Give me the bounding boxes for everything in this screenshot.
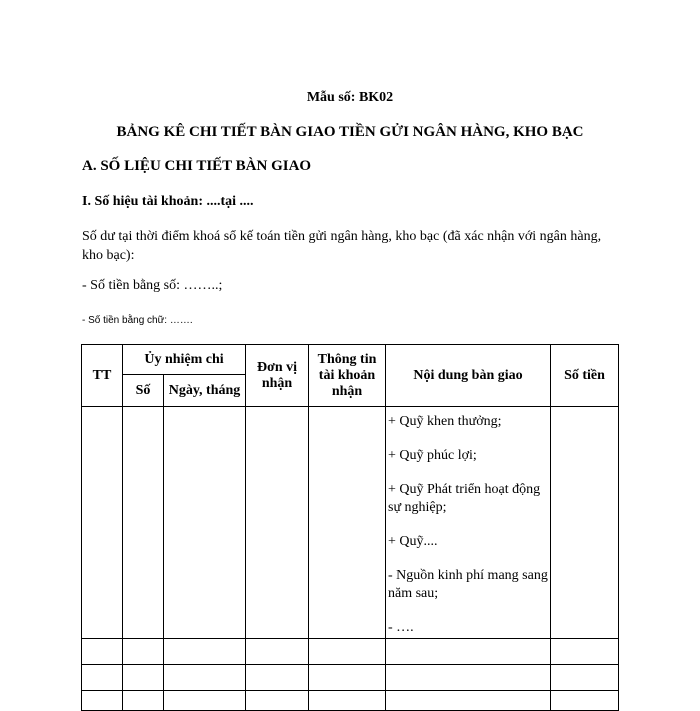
table-cell [309, 639, 386, 665]
table-cell [82, 639, 123, 665]
header-so: Số [123, 375, 164, 407]
content-cell [386, 407, 551, 639]
section-i-heading: I. Số hiệu tài khoản: ....tại .... [82, 194, 254, 209]
content-item: - …. [388, 620, 414, 635]
table-cell [386, 639, 551, 665]
content-item: + Quỹ phúc lợi; [388, 448, 477, 463]
table-cell [309, 407, 386, 639]
table-cell [551, 639, 619, 665]
table-row [82, 691, 619, 711]
table-cell [164, 407, 246, 639]
table-cell [123, 407, 164, 639]
table-cell [309, 691, 386, 711]
amount-in-words: - Số tiền bằng chữ: ……. [82, 315, 193, 326]
table-cell [551, 407, 619, 639]
table-row [82, 407, 619, 639]
intro-paragraph: Số dư tại thời điểm khoá sổ kế toán tiền gửi ngân hàng, kho bạc (đã xác nhận với ngân hàng, kho bạc): [82, 229, 602, 263]
table-cell [82, 691, 123, 711]
content-item: + Quỹ khen thưởng; [388, 414, 502, 429]
table-cell [246, 665, 309, 691]
header-ngay-thang: Ngày, tháng [164, 375, 246, 407]
table-cell [246, 639, 309, 665]
table-cell [123, 691, 164, 711]
table-row [82, 639, 619, 665]
form-code: Mẫu số: BK02 [306, 90, 394, 105]
table-cell [82, 665, 123, 691]
table-cell [309, 665, 386, 691]
table-cell [551, 665, 619, 691]
header-don-vi-nhan: Đơn vị nhận [246, 345, 309, 407]
header-so-tien: Số tiền [551, 345, 619, 407]
table-cell [123, 639, 164, 665]
table-cell [164, 639, 246, 665]
content-item: + Quỹ.... [388, 534, 438, 549]
table-cell [246, 691, 309, 711]
table-cell [551, 691, 619, 711]
amount-in-number: - Số tiền bằng số: ……..; [82, 278, 223, 293]
table-cell [164, 691, 246, 711]
header-uy-nhiem-chi: Ủy nhiệm chi [123, 345, 246, 375]
table-cell [123, 665, 164, 691]
table-cell [164, 665, 246, 691]
table-cell [246, 407, 309, 639]
table-cell [386, 691, 551, 711]
content-item: - Nguồn kinh phí mang sang năm sau; [388, 568, 548, 601]
content-item: + Quỹ Phát triển hoạt động sự nghiệp; [388, 482, 541, 515]
header-noi-dung: Nội dung bàn giao [386, 345, 551, 407]
table-cell [386, 665, 551, 691]
document-title: BẢNG KÊ CHI TIẾT BÀN GIAO TIỀN GỬI NGÂN HÀNG, KHO BẠC [116, 124, 584, 140]
handover-table [81, 344, 619, 711]
table-cell [82, 407, 123, 639]
header-tt: TT [82, 345, 123, 407]
section-a-heading: A. SỐ LIỆU CHI TIẾT BÀN GIAO [82, 158, 312, 174]
header-thong-tin-tai-khoan: Thông tin tài khoản nhận [309, 345, 386, 407]
table-row [82, 665, 619, 691]
